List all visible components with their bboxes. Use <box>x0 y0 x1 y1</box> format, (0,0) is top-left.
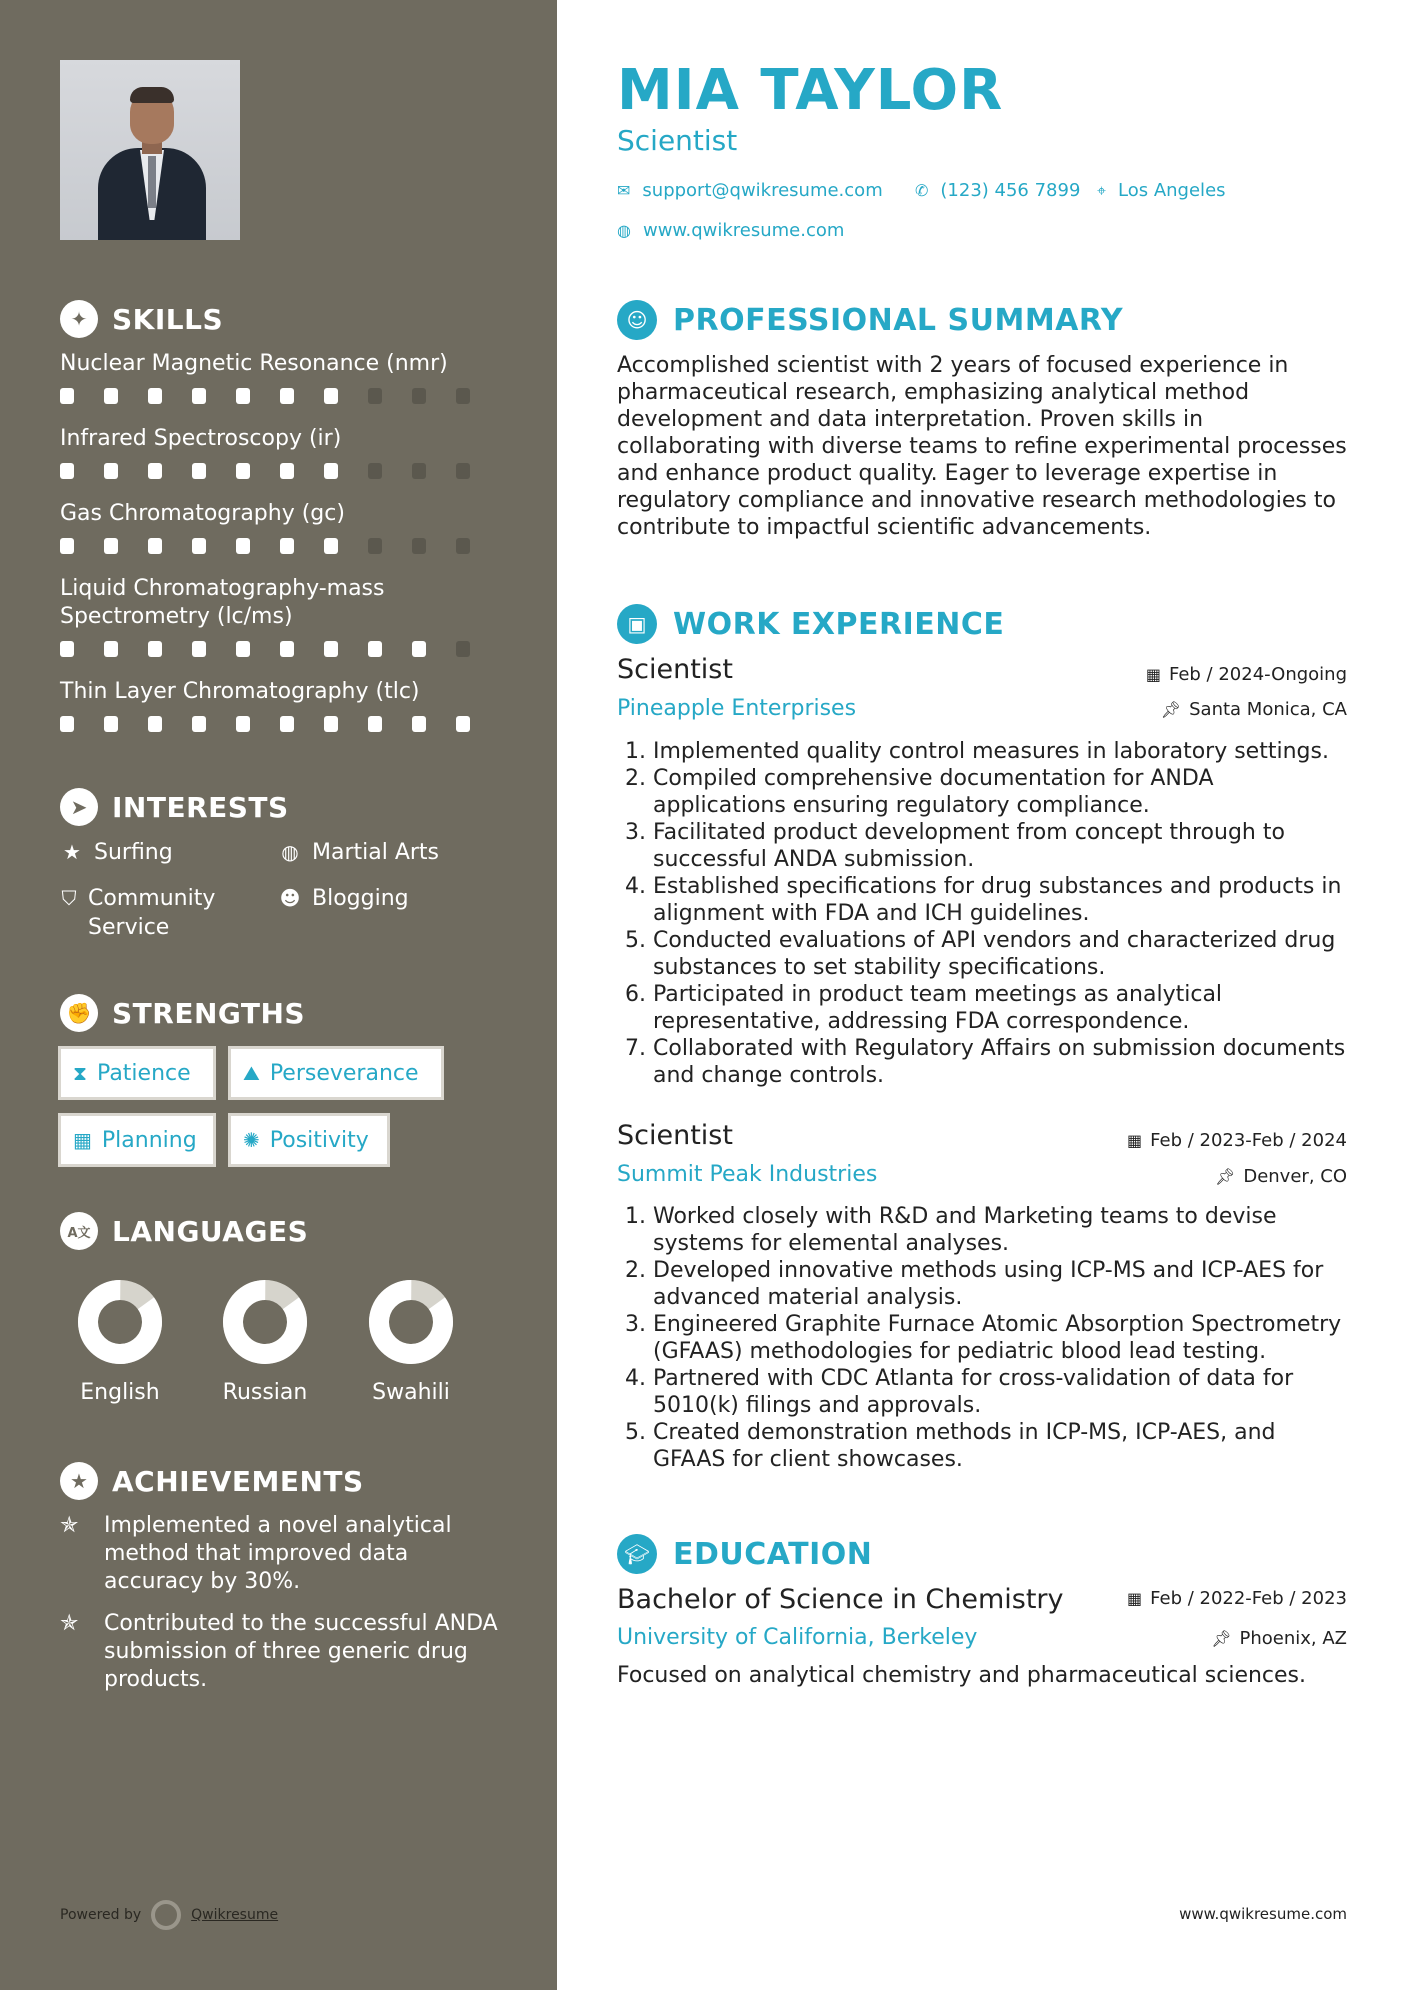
strengths-heading <box>60 994 305 1032</box>
skill-dot-empty <box>412 463 426 479</box>
lightbulb-icon: ✦ <box>60 300 98 338</box>
summary-title: PROFESSIONAL SUMMARY <box>673 302 1124 338</box>
skill-name: Gas Chromatography (gc) <box>60 501 345 526</box>
skill-dot-filled <box>104 538 118 554</box>
interest-item <box>60 884 250 942</box>
strength-badge <box>58 1046 216 1100</box>
pin-icon: 📌︎ <box>1160 700 1182 719</box>
skill-dot-filled <box>148 388 162 404</box>
experience-title: WORK EXPERIENCE <box>673 606 1005 642</box>
skill-dot-filled <box>324 388 338 404</box>
skill-item <box>60 575 420 657</box>
skill-dot-empty <box>368 538 382 554</box>
duty-item: 3. Engineered Graphite Furnace Atomic Absorption Spectrometry (GFAAS) methodologies for pediatric blood lead testing. <box>653 1311 1347 1365</box>
language-label: English <box>80 1380 160 1405</box>
email-contact[interactable] <box>617 180 883 201</box>
job-dates <box>1146 664 1347 685</box>
education-title: EDUCATION <box>673 1536 873 1572</box>
job-dates-text: Feb / 2024-Ongoing <box>1168 664 1347 685</box>
school-name: University of California, Berkeley <box>617 1625 978 1650</box>
job-dates-text: Feb / 2023-Feb / 2024 <box>1150 1130 1347 1151</box>
powered-by-label: Powered by <box>60 1907 142 1923</box>
skill-dot-filled <box>192 388 206 404</box>
skill-dot-filled <box>456 716 470 732</box>
interest-label: Blogging <box>312 886 409 911</box>
calendar-icon: ▦ <box>73 1128 92 1152</box>
skill-dot-filled <box>324 641 338 657</box>
skill-dot-empty <box>412 388 426 404</box>
interest-item <box>60 838 173 867</box>
job-dates <box>1127 1130 1347 1151</box>
skill-dot-filled <box>368 716 382 732</box>
skill-dot-empty <box>456 538 470 554</box>
strength-label: Planning <box>101 1127 197 1153</box>
skill-name: Infrared Spectroscopy (ir) <box>60 426 342 451</box>
skill-dot-filled <box>192 716 206 732</box>
job-location <box>1215 1166 1347 1187</box>
duty-item: 4. Established specifications for drug substances and products in alignment with FDA and ICH guidelines. <box>653 873 1347 927</box>
skill-dot-filled <box>60 463 74 479</box>
language-item <box>351 1278 471 1405</box>
duty-item: 7. Collaborated with Regulatory Affairs on submission documents and change controls. <box>653 1035 1347 1089</box>
skill-dot-empty <box>368 388 382 404</box>
envelope-icon: ✉ <box>617 181 631 200</box>
job-duties <box>635 738 1347 1089</box>
qwikresume-link[interactable]: Qwikresume <box>191 1907 279 1923</box>
website-contact[interactable] <box>617 220 844 241</box>
job-location <box>1161 699 1347 720</box>
phone-text: (123) 456 7899 <box>940 180 1081 201</box>
language-label: Russian <box>222 1380 308 1405</box>
skill-level-1 <box>60 463 500 479</box>
skill-dot-filled <box>412 641 426 657</box>
skill-dot-filled <box>148 538 162 554</box>
skill-dot-filled <box>324 463 338 479</box>
skill-dot-filled <box>104 716 118 732</box>
phone-icon: ✆ <box>915 181 929 200</box>
skill-dot-filled <box>60 641 74 657</box>
education-heading <box>617 1534 872 1574</box>
pin-icon: 📌︎ <box>1211 1629 1232 1648</box>
skill-dot-filled <box>324 538 338 554</box>
skill-name: Thin Layer Chromatography (tlc) <box>60 679 420 704</box>
skill-dot-filled <box>280 641 294 657</box>
skill-dot-filled <box>104 463 118 479</box>
translate-icon: A文 <box>60 1212 98 1250</box>
skill-dot-empty <box>456 641 470 657</box>
languages-heading <box>60 1212 308 1250</box>
achievement-text: Contributed to the successful ANDA submission of three generic drug products. <box>104 1611 498 1692</box>
skill-dot-filled <box>104 388 118 404</box>
skill-level-0 <box>60 388 500 404</box>
hourglass-icon: ⧗ <box>73 1061 88 1085</box>
interests-title: INTERESTS <box>112 790 289 824</box>
skills-title: SKILLS <box>112 302 224 336</box>
job-location-text: Santa Monica, CA <box>1189 699 1347 720</box>
strength-label: Positivity <box>269 1127 369 1153</box>
users-icon: ☻ <box>279 886 301 910</box>
skill-dot-empty <box>456 463 470 479</box>
experience-heading <box>617 604 1004 644</box>
shield-icon: ⛉ <box>61 886 77 910</box>
summary-heading <box>617 300 1123 340</box>
skill-dot-filled <box>368 641 382 657</box>
star-icon: ★ <box>63 840 81 864</box>
skill-dot-filled <box>280 716 294 732</box>
education-location-text: Phoenix, AZ <box>1239 1628 1347 1649</box>
graduate-icon: 🎓︎ <box>617 1534 657 1574</box>
interest-item <box>278 884 409 913</box>
strength-badge <box>58 1113 216 1167</box>
globe-icon: ◍ <box>617 221 631 240</box>
skill-dot-filled <box>236 641 250 657</box>
duty-item: 6. Participated in product team meetings as analytical representative, addressing FDA correspondence. <box>653 981 1347 1035</box>
education-dates-text: Feb / 2022-Feb / 2023 <box>1150 1588 1347 1609</box>
company-name: Pineapple Enterprises <box>617 696 857 721</box>
pin-icon: 📌︎ <box>1215 1167 1236 1186</box>
skills-heading <box>60 300 223 338</box>
job-title: Scientist <box>617 1120 733 1151</box>
sun-icon: ✺ <box>243 1128 260 1152</box>
interest-label: Community Service <box>88 886 216 940</box>
calendar-icon: ▦ <box>1127 1589 1143 1608</box>
skill-dot-filled <box>236 463 250 479</box>
skill-item <box>60 425 500 479</box>
duty-item: 1. Implemented quality control measures in laboratory settings. <box>653 738 1347 765</box>
skill-name: Liquid Chromatography-mass Spectrometry (lc/ms) <box>60 576 385 629</box>
skill-dot-filled <box>192 463 206 479</box>
qwikresume-logo-icon <box>151 1900 181 1930</box>
language-item <box>60 1278 180 1405</box>
achievements-heading <box>60 1462 364 1500</box>
skill-dot-filled <box>104 641 118 657</box>
education-location <box>1211 1628 1347 1649</box>
fist-icon: ✊ <box>60 994 98 1032</box>
footer-url[interactable]: www.qwikresume.com <box>1179 1905 1347 1923</box>
achievement-text: Implemented a novel analytical method that improved data accuracy by 30%. <box>104 1513 452 1594</box>
user-icon: ☺ <box>617 300 657 340</box>
skill-item <box>60 350 500 404</box>
phone-contact[interactable] <box>915 180 1080 201</box>
skill-dot-filled <box>192 538 206 554</box>
location-contact <box>1097 180 1226 201</box>
language-level-ring <box>76 1278 164 1366</box>
skill-dot-filled <box>148 641 162 657</box>
briefcase-icon: ▣ <box>617 604 657 644</box>
achievement-item <box>60 1610 500 1694</box>
skill-dot-filled <box>280 538 294 554</box>
powered-by <box>60 1900 278 1930</box>
language-ring-fill <box>221 1278 309 1366</box>
language-level-ring <box>221 1278 309 1366</box>
strengths-title: STRENGTHS <box>112 996 306 1030</box>
skill-name: Nuclear Magnetic Resonance (nmr) <box>60 351 448 376</box>
language-level-ring <box>367 1278 455 1366</box>
website-text: www.qwikresume.com <box>642 220 845 241</box>
skill-dot-empty <box>412 538 426 554</box>
skill-dot-filled <box>60 538 74 554</box>
skill-level-4 <box>60 716 500 732</box>
skill-dot-filled <box>412 716 426 732</box>
achievement-item <box>60 1512 500 1596</box>
duty-item: 1. Worked closely with R&D and Marketing teams to devise systems for elemental analyses. <box>653 1203 1347 1257</box>
company-name: Summit Peak Industries <box>617 1162 878 1187</box>
sidebar <box>0 0 557 1990</box>
road-icon: ⛰ <box>243 1061 260 1085</box>
strength-badge <box>228 1113 390 1167</box>
skill-level-2 <box>60 538 500 554</box>
language-item <box>205 1278 325 1405</box>
degree-title: Bachelor of Science in Chemistry <box>617 1584 1064 1615</box>
achievements-title: ACHIEVEMENTS <box>112 1464 364 1498</box>
skill-dot-empty <box>368 463 382 479</box>
skill-dot-filled <box>324 716 338 732</box>
strength-badge <box>228 1046 444 1100</box>
job-duties <box>635 1203 1347 1473</box>
calendar-icon: ▦ <box>1127 1131 1143 1150</box>
skill-dot-filled <box>148 716 162 732</box>
skill-dot-filled <box>280 388 294 404</box>
skill-item <box>60 500 500 554</box>
email-text: support@qwikresume.com <box>642 180 883 201</box>
skill-dot-filled <box>148 463 162 479</box>
interest-label: Surfing <box>94 840 173 865</box>
skill-level-3 <box>60 641 500 657</box>
education-note: Focused on analytical chemistry and pharmaceutical sciences. <box>617 1663 1307 1688</box>
star-badge-icon: ★ <box>60 1462 98 1500</box>
summary-text: Accomplished scientist with 2 years of focused experience in pharmaceutical research, emphasizing analytical method development and data interpretation. Proven skills in collaborating with diverse teams to refine experimental processes and enhance product quality. Eager to leverage expertise in regulatory compliance and innovative research methodologies to contribute to impactful scientific advancements. <box>617 353 1347 540</box>
duty-item: 5. Created demonstration methods in ICP-MS, ICP-AES, and GFAAS for client showcases. <box>653 1419 1347 1473</box>
skill-dot-filled <box>236 388 250 404</box>
language-label: Swahili <box>372 1380 450 1405</box>
candidate-name: MIA TAYLOR <box>617 58 1004 123</box>
skill-dot-filled <box>60 388 74 404</box>
interest-item <box>278 838 439 867</box>
duty-item: 5. Conducted evaluations of API vendors and characterized drug substances to set stability specifications. <box>653 927 1347 981</box>
job-location-text: Denver, CO <box>1243 1166 1347 1187</box>
languages-title: LANGUAGES <box>112 1214 309 1248</box>
language-ring-fill <box>76 1278 164 1366</box>
paper-plane-icon: ➤ <box>60 788 98 826</box>
profile-photo <box>60 60 240 240</box>
language-ring-fill <box>367 1278 455 1366</box>
shooting-star-icon: ✯ <box>60 1611 79 1636</box>
skill-dot-filled <box>236 716 250 732</box>
interests-heading <box>60 788 289 826</box>
strength-label: Perseverance <box>269 1060 419 1086</box>
interest-label: Martial Arts <box>312 840 440 865</box>
map-pin-icon: ⌖ <box>1097 180 1107 200</box>
duty-item: 2. Compiled comprehensive documentation for ANDA applications ensuring regulatory compliance. <box>653 765 1347 819</box>
globe-icon: ◍ <box>281 840 299 864</box>
duty-item: 2. Developed innovative methods using ICP-MS and ICP-AES for advanced material analysis. <box>653 1257 1347 1311</box>
location-text: Los Angeles <box>1118 180 1226 201</box>
education-dates <box>1127 1588 1347 1609</box>
skill-dot-filled <box>280 463 294 479</box>
candidate-role: Scientist <box>617 124 738 157</box>
skill-item <box>60 678 500 732</box>
strength-label: Patience <box>97 1060 191 1086</box>
job-title: Scientist <box>617 654 733 685</box>
shooting-star-icon: ✯ <box>60 1513 79 1538</box>
skill-dot-filled <box>236 538 250 554</box>
calendar-icon: ▦ <box>1145 665 1161 684</box>
skill-dot-empty <box>456 388 470 404</box>
duty-item: 4. Partnered with CDC Atlanta for cross-validation of data for 5010(k) filings and approvals. <box>653 1365 1347 1419</box>
skill-dot-filled <box>192 641 206 657</box>
skill-dot-filled <box>60 716 74 732</box>
duty-item: 3. Facilitated product development from concept through to successful ANDA submission. <box>653 819 1347 873</box>
